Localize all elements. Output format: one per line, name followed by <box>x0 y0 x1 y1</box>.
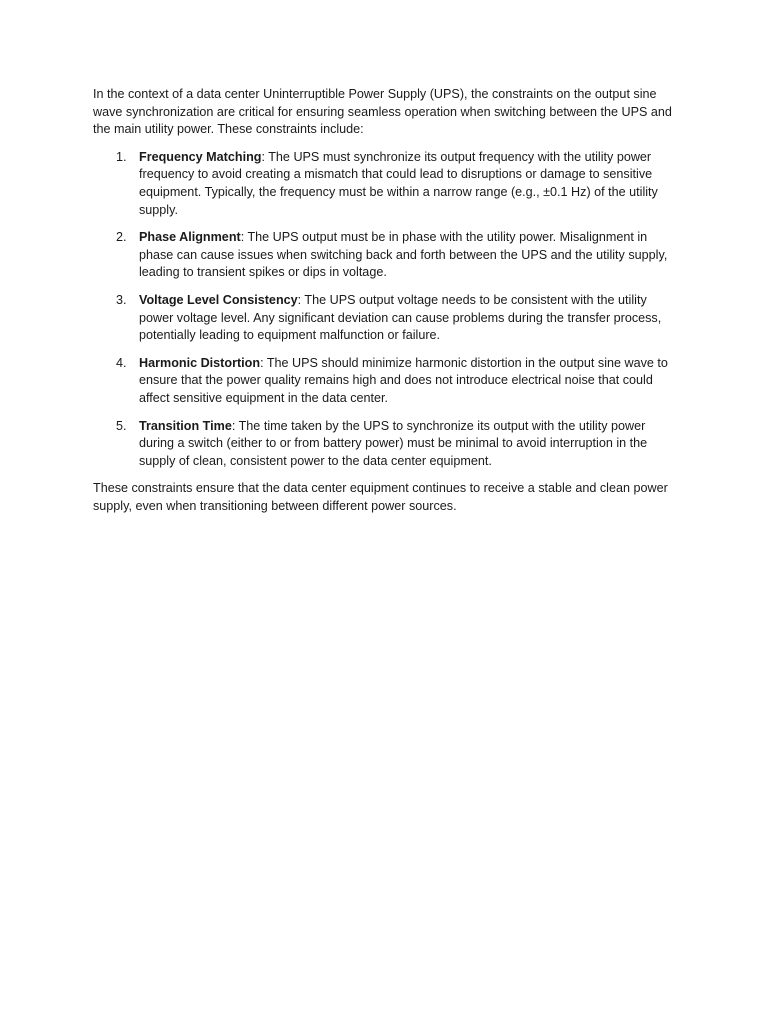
list-item-text: : The UPS output must be in phase with the utility power. Misalignment in phase can cause issues when switching back and forth between the UPS and the utility supply, leading to transient spikes or dips in voltage. <box>139 230 668 280</box>
constraints-list <box>93 149 675 471</box>
list-item <box>93 355 675 408</box>
intro-paragraph: In the context of a data center Uninterruptible Power Supply (UPS), the constraints on the output sine wave synchronization are critical for ensuring seamless operation when switching between the UPS and the main utility power. These constraints include: <box>93 87 672 137</box>
list-item-number: 5. <box>116 418 127 433</box>
list-item-text: : The UPS should minimize harmonic distortion in the output sine wave to ensure that the power quality remains high and does not introduce electrical noise that could affect sensitive equipment in the data center. <box>139 355 668 405</box>
closing-paragraph: These constraints ensure that the data center equipment continues to receive a stable and clean power supply, even when transitioning between different power sources. <box>93 481 668 513</box>
list-item <box>93 418 675 471</box>
list-item <box>93 292 675 345</box>
document-page <box>93 86 675 515</box>
list-item-text: : The UPS must synchronize its output frequency with the utility power frequency to avoid creating a mismatch that could lead to disruptions or damage to sensitive equipment. Typically, the frequency must be within a narrow range (e.g., ±0.1 Hz) of the utility supply. <box>139 149 658 217</box>
list-item-term: Transition Time <box>139 418 232 433</box>
list-item <box>93 149 675 219</box>
list-item-text: : The time taken by the UPS to synchronize its output with the utility power during a switch (either to or from battery power) must be minimal to avoid interruption in the supply of clean, consistent power to the data center equipment. <box>139 418 648 468</box>
list-item-term: Phase Alignment <box>139 230 241 245</box>
list-item-term: Harmonic Distortion <box>139 355 261 370</box>
list-item <box>93 229 675 282</box>
list-item-term: Voltage Level Consistency <box>139 292 298 307</box>
list-item-number: 3. <box>116 292 127 307</box>
list-item-number: 4. <box>116 355 127 370</box>
list-item-number: 2. <box>116 230 127 245</box>
list-item-text: : The UPS output voltage needs to be consistent with the utility power voltage level. Any significant deviation can cause problems during the transfer process, potentially leading to equipment malfunction or failure. <box>139 292 662 343</box>
list-item-number: 1. <box>116 149 127 164</box>
list-item-term: Frequency Matching <box>139 149 262 164</box>
